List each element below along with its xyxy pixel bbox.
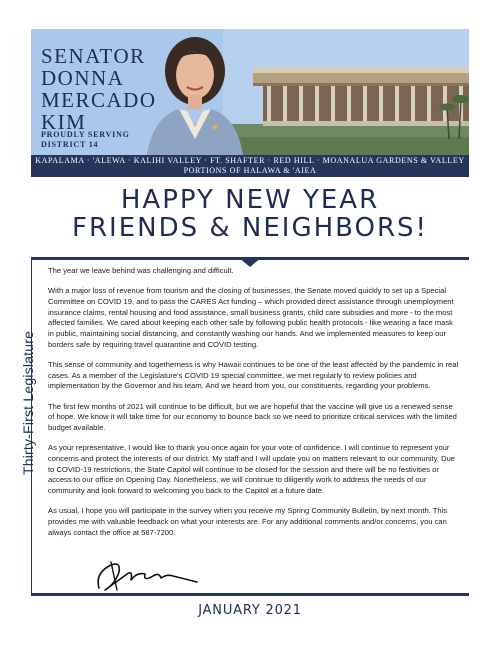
- letter-paragraph: With a major loss of revenue from tourism and the closing of businesses, the Senate moved quickly to set up a Special Committee on COVID 19, and to pass the CARES Act funding – which provided direct assistance through unemployment insurance claims, rental housing and food assistance, small business grants, child care subsidies and more - to the most affected families. We cared about keeping each other safe by following public health protocols - like wearing a face mask in public, maintaining social distancing, and constantly washing our hands. And we implemented measures to keep our borders safe by requiring travel quarantine and COVID testing.: [48, 286, 454, 349]
- issue-date: JANUARY 2021: [198, 603, 302, 618]
- legislature-label: Thirty-First Legislature: [20, 330, 36, 475]
- page-title: [0, 186, 500, 242]
- letter-paragraph: As your representative, I would like to thank you once again for your vote of confidence. I will continue to represent your concerns and protect the interests of our district. My staff and I will update you on matters relevant to our community. Due to COVID-19 restrictions, the State Capitol will continue to be closed for the session and there will be no festivities or access to our office on Opening Day. Nonetheless, we will continue to diligently work to address the needs of our community and look forward to welcoming you back to the Capitol at a future date.: [48, 443, 456, 495]
- senator-name: [41, 45, 157, 133]
- district-areas-line: KAPALAMA · 'ALEWA · KALIHI VALLEY · FT. SHAFTER · RED HILL · MOANALUA GARDENS & VALLEY: [35, 156, 465, 165]
- letter-body: [48, 266, 460, 548]
- letter-paragraph: As usual, I hope you will participate in the survey when you receive my Spring Community Bulletin, by next month. This provides me with valuable feedback on what your interests are. For any additional comments and/or concerns, you can always contact the office at 587-7200.: [48, 506, 448, 537]
- name-line: KIM: [41, 110, 87, 134]
- footer-divider: [31, 593, 469, 596]
- district-areas-line: PORTIONS OF HALAWA & 'AIEA: [183, 166, 317, 175]
- banner-image-area: [31, 29, 469, 155]
- district-label: [41, 130, 130, 149]
- header-banner: [31, 29, 469, 177]
- letter-paragraph: The first few months of 2021 will continue to be difficult, but we are hopeful that the vaccine will give us a renewed sense of hope. We know it will take time for our economy to bounce back so we need to prioritize critical services with the limited budget available.: [48, 401, 457, 432]
- serving-line: PROUDLY SERVING: [41, 130, 130, 139]
- title-line: FRIENDS & NEIGHBORS!: [72, 213, 428, 243]
- district-areas-bar: [31, 155, 469, 177]
- state-capitol-photo: [223, 29, 469, 155]
- title-line: HAPPY NEW YEAR: [120, 185, 380, 215]
- name-line: MERCADO: [41, 88, 157, 112]
- name-line: DONNA: [41, 66, 125, 90]
- letter-paragraph: The year we leave behind was challenging and difficult.: [48, 266, 234, 275]
- handwritten-signature: [93, 554, 203, 594]
- letter-paragraph: This sense of community and togetherness is why Hawaii continues to be one of the least affected by the pandemic in real cases. As a member of the Legislature's COVID 19 special committee, we met regularly to review policies and implementation by the Governor and his team. And we heard from you, our constituents, regarding your problems.: [48, 359, 459, 391]
- serving-line: DISTRICT 14: [41, 139, 99, 149]
- name-line: SENATOR: [41, 44, 146, 68]
